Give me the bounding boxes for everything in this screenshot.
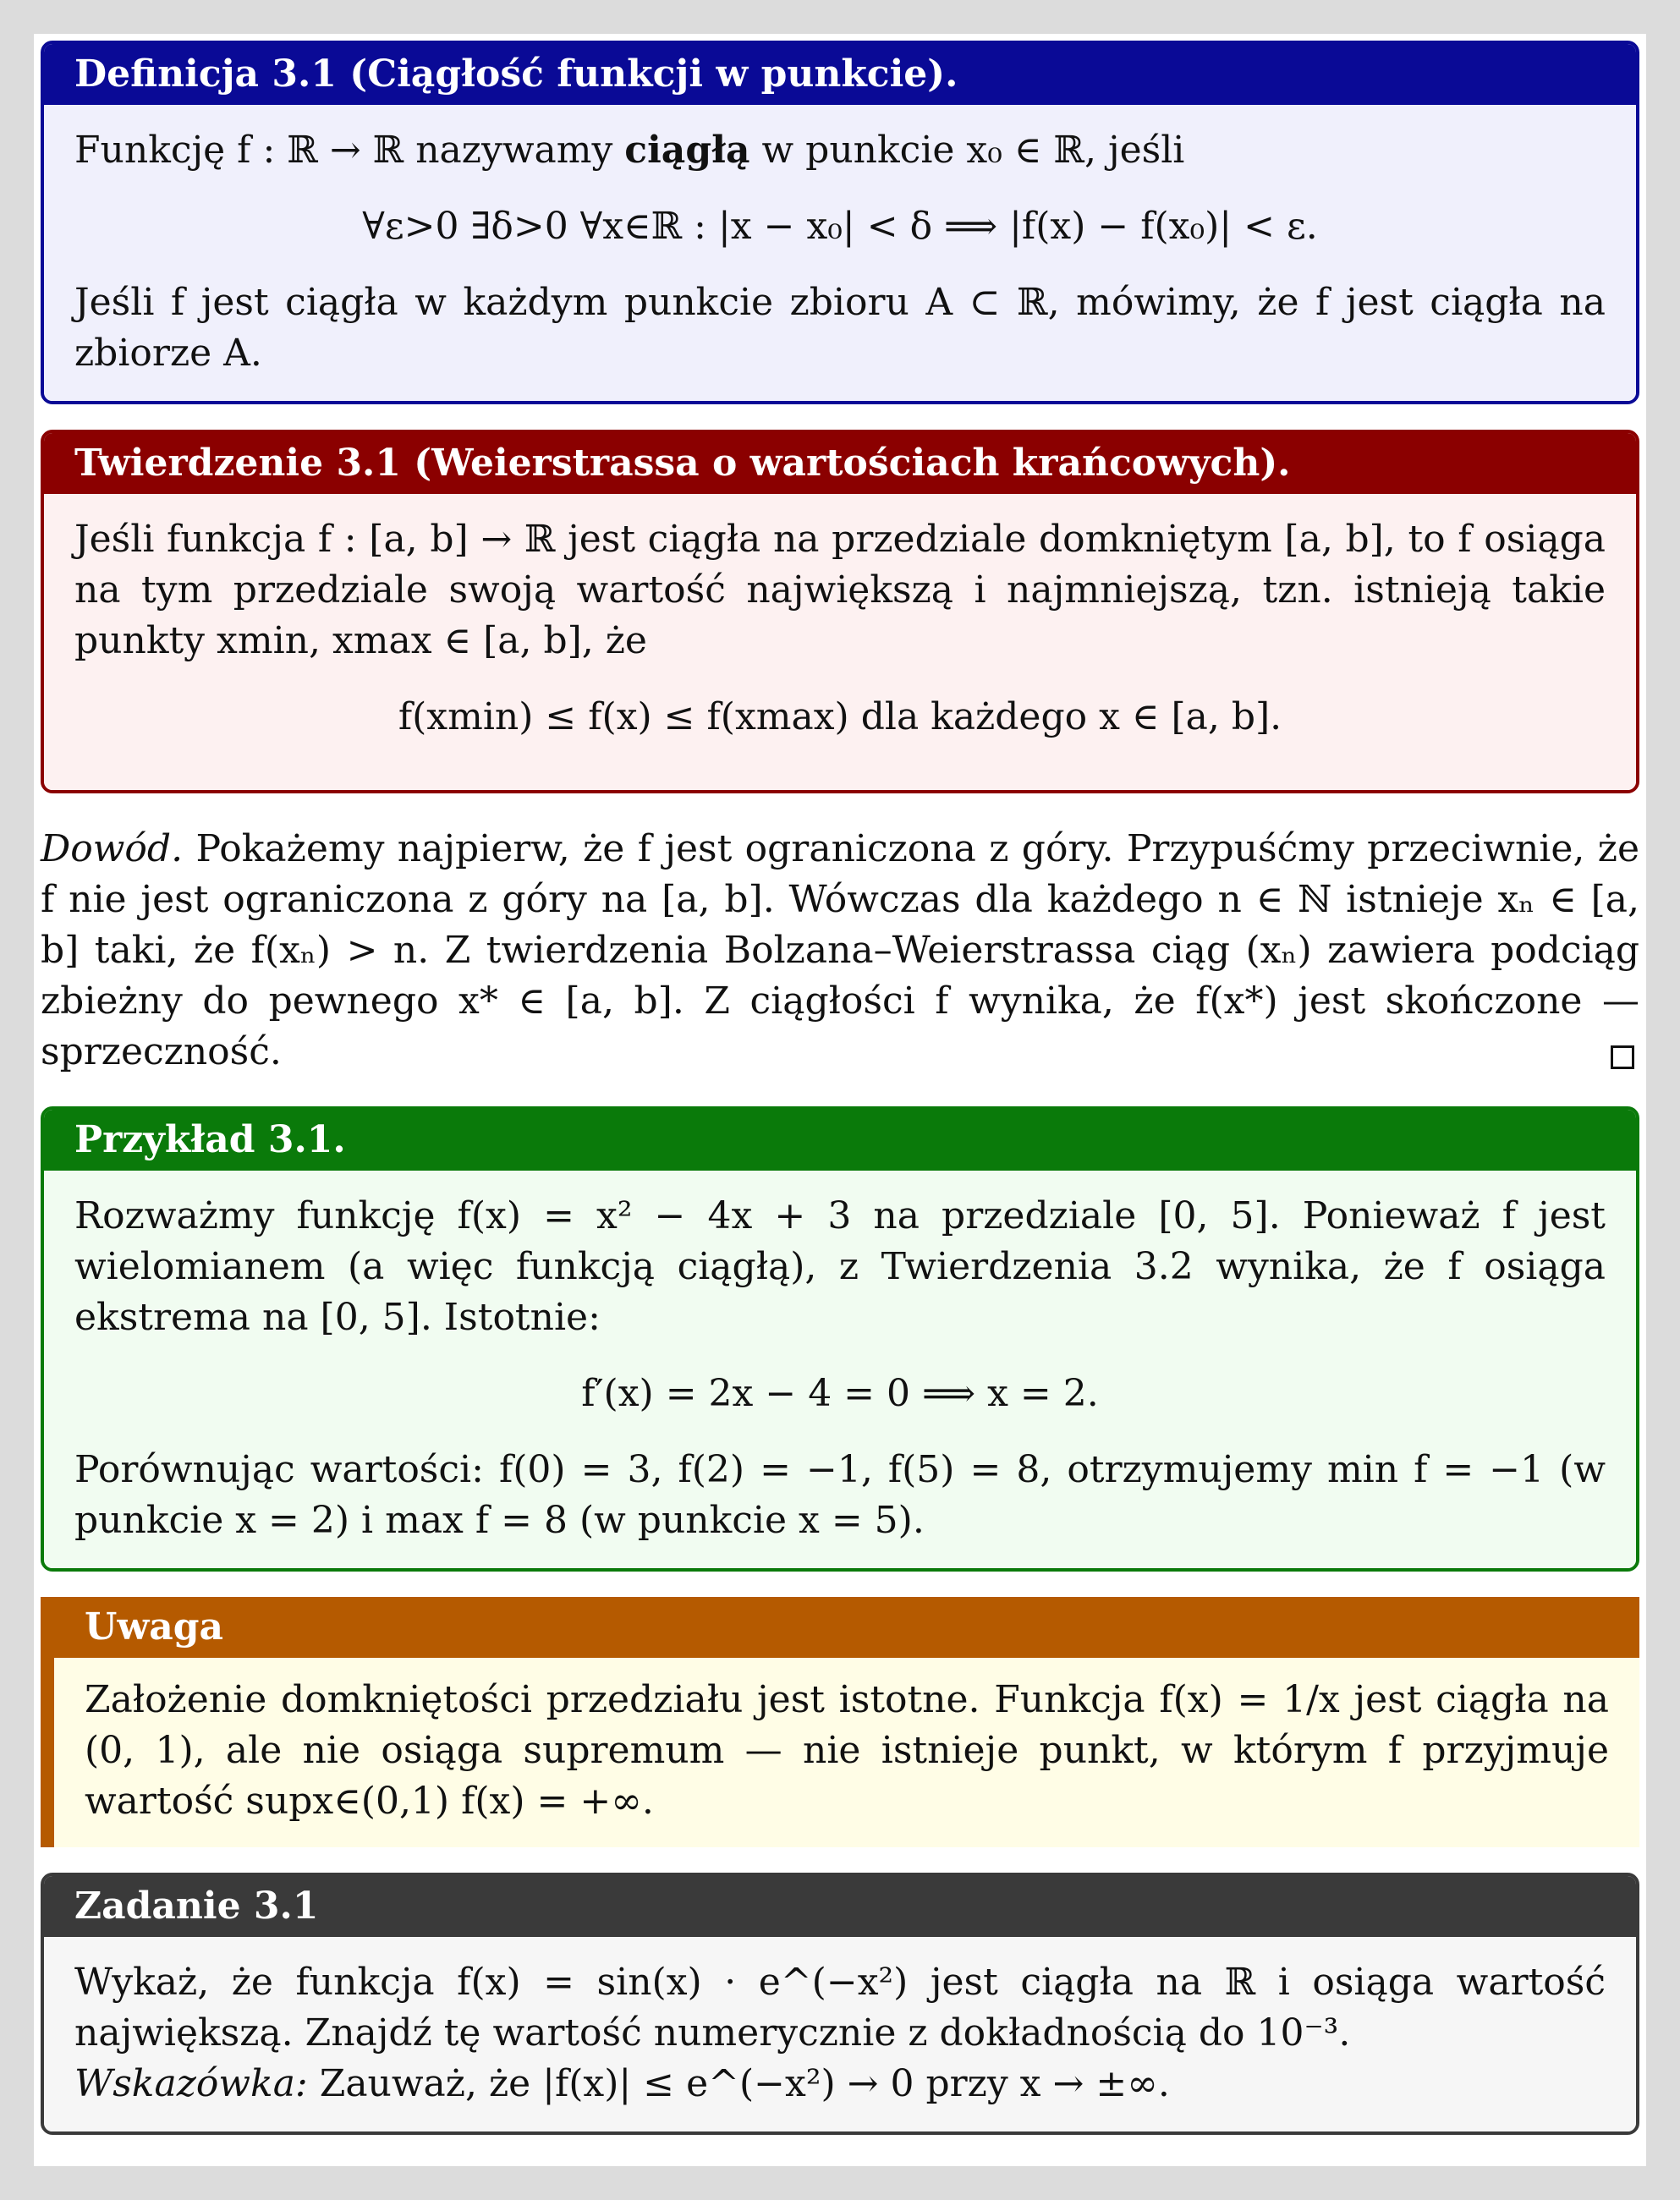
definition-text-before: Funkcję f : ℝ → ℝ nazywamy [74,129,625,172]
theorem-paragraph: Jeśli funkcja f : [a, b] → ℝ jest ciągła na przedziale domkniętym [a, b], to f osiąga na tym przedziale swoją wartość największą i najmniejszą, tzn. istnieją takie punkty xmin, xmax ∈ [a, b], że [74,518,1606,662]
proof-text: Pokażemy najpierw, że f jest ograniczona z góry. Przypuśćmy przeciwnie, że f nie jest ograniczona z góry na [a, b]. Wówczas dla każdego n ∈ ℕ istnieje xₙ ∈ [a, b] taki, że f(xₙ) > n. Z twierdzenia Bolzana–Weierstrassa ciąg (xₙ) zawiera podciąg zbieżny do pewnego x* ∈ [a, b]. Z ciągłości f wynika, że f(x*) jest skończone — sprzeczność. [41,827,1639,1073]
proof-block [41,819,1639,1106]
task-body [44,1937,1636,2131]
task-paragraph: Wykaż, że funkcja f(x) = sin(x) · e^(−x²) jest ciągła na ℝ i osiąga wartość największą. Znajdź tę wartość numerycznie z dokładnością do 10⁻³. [74,1961,1606,2055]
example-paragraph-1: Rozważmy funkcję f(x) = x² − 4x + 3 na przedziale [0, 5]. Ponieważ f jest wielomianem (a więc funkcją ciągłą), z Twierdzenia 3.2 wynika, że f osiąga ekstrema na [0, 5]. Istotnie: [74,1194,1606,1339]
theorem-formula: f(xmin) ≤ f(x) ≤ f(xmax) dla każdego x ∈ [a, b]. [398,695,1282,738]
definition-title: Definicja 3.1 (Ciągłość funkcji w punkcie). [44,44,1636,105]
definition-body [44,105,1636,401]
hint-text: Zauważ, że |f(x)| ≤ e^(−x²) → 0 przy x → ±∞. [307,2062,1170,2105]
remark-title: Uwaga [41,1597,1639,1658]
document-page [34,34,1646,2166]
hint-label: Wskazówka: [74,2062,308,2105]
qed-square-icon [1611,1045,1634,1069]
definition-paragraph-1 [74,125,1606,176]
theorem-box [41,430,1639,793]
example-box [41,1106,1639,1572]
definition-text-after: w punkcie x₀ ∈ ℝ, jeśli [749,129,1185,172]
example-paragraph-2: Porównując wartości: f(0) = 3, f(2) = −1, f(5) = 8, otrzymujemy min f = −1 (w punkcie x = 2) i max f = 8 (w punkcie x = 5). [74,1448,1606,1542]
task-title: Zadanie 3.1 [44,1876,1636,1937]
document-content [41,41,1639,2160]
definition-formula: ∀ε>0 ∃δ>0 ∀x∈ℝ : |x − x₀| < δ ⟹ |f(x) − f(x₀)| < ε. [362,205,1318,248]
theorem-title: Twierdzenie 3.1 (Weierstrassa o wartościach krańcowych). [44,433,1636,494]
remark-text: Założenie domkniętości przedziału jest istotne. Funkcja f(x) = 1/x jest ciągła na (0, 1), ale nie osiąga supremum — nie istnieje punkt, w którym f przyjmuje wartość supx∈(0,1) f(x) = +∞. [85,1678,1609,1823]
proof-label: Dowód. [41,827,184,870]
task-hint [74,2059,1606,2109]
remark-body [41,1658,1639,1847]
remark-box [41,1597,1639,1847]
definition-paragraph-2: Jeśli f jest ciągła w każdym punkcie zbioru A ⊂ ℝ, mówimy, że f jest ciągła na zbiorze A. [74,281,1606,375]
example-title: Przykład 3.1. [44,1110,1636,1171]
example-formula: f′(x) = 2x − 4 = 0 ⟹ x = 2. [581,1372,1099,1415]
definition-box [41,41,1639,404]
example-body [44,1171,1636,1568]
theorem-body [44,494,1636,790]
definition-bold-term: ciągłą [624,129,750,172]
task-box [41,1873,1639,2135]
